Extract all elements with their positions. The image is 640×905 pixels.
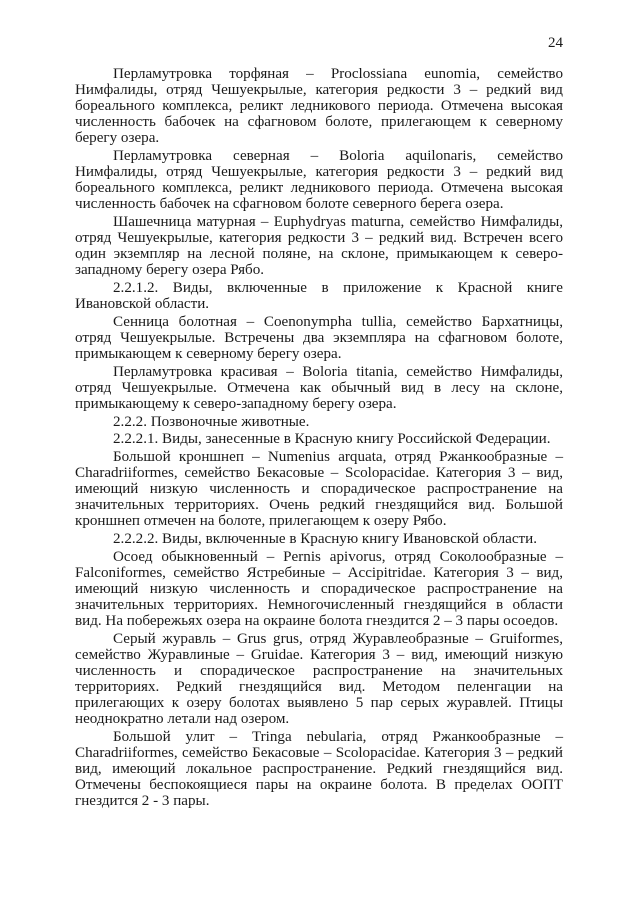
paragraph-numenius-arquata: Большой кроншнеп – Numenius arquata, отряд Ржанкообразные – Charadriiformes, семейство Бекасовые – Scolopacidae. Категория 3 – вид, имеющий низкую численность и спорадическое распространение на значительных территориях. Очень редкий гнездящийся вид. Большой кроншнеп отмечен на болоте, прилегающем к озеру Рябо. xyxy=(75,448,563,530)
page-number: 24 xyxy=(548,35,563,51)
paragraph-tringa-nebularia: Большой улит – Tringa nebularia, отряд Ржанкообразные – Charadriiformes, семейство Бекасовые – Scolopacidae. Категория 3 – редкий вид, имеющий локальное распространение. Редкий гнездящийся вид. Отмечены беспокоящиеся пары на окраине болота. В пределах ООПТ гнездится 2 - 3 пары. xyxy=(75,728,563,810)
paragraph-pernis-apivorus: Осоед обыкновенный – Pernis apivorus, отряд Соколообразные – Falconiformes, семейство Ястребиные – Accipitridae. Категория 3 – вид, имеющий низкую численность и спорадическое распространение на значительных территориях. Немногочисленный гнездящийся в области вид. На побережьях озера на окраине болота гнездится 2 – 3 пары осоедов. xyxy=(75,548,563,630)
paragraph-euphydryas-maturna: Шашечница матурная – Euphydryas maturna, семейство Нимфалиды, отряд Чешуекрылые, категория редкости 3 – редкий вид. Встречен всего один экземпляр на лесной поляне, на склоне, примыкающем к северо-западному берегу озера Рябо. xyxy=(75,214,563,279)
paragraph-boloria-aquilonaris: Перламутровка северная – Boloria aquilonaris, семейство Нимфалиды, отряд Чешуекрылые, категория редкости 3 – редкий вид бореального комплекса, реликт ледникового периода. Отмечена высокая численность бабочек на сфагновом болоте северного берега озера. xyxy=(75,148,563,213)
section-heading-2-2-2-1: 2.2.2.1. Виды, занесенные в Красную книгу Российской Федерации. xyxy=(113,431,551,448)
paragraph-grus-grus: Серый журавль – Grus grus, отряд Журавлеобразные – Gruiformes, семейство Журавлиные – Gruidae. Категория 3 – вид, имеющий низкую численность и спорадическое распространение на значительных территориях. Редкий гнездящийся вид. Методом пеленгации на прилегающих к озеру болотах выявлено 5 пар серых журавлей. Птицы неоднократно летали над озером. xyxy=(75,630,563,728)
paragraph-boloria-titania: Перламутровка красивая – Boloria titania, семейство Нимфалиды, отряд Чешуекрылые. Отмечена как обычный вид в лесу на склоне, примыкающему к северо-западному берегу озера. xyxy=(75,363,563,412)
paragraph-proclossiana-eunomia: Перламутровка торфяная – Proclossiana eunomia, семейство Нимфалиды, отряд Чешуекрылые, категория редкости 3 – редкий вид бореального комплекса, реликт ледникового периода. Отмечена высокая численность бабочек на сфагновом болоте, прилегающем к северному берегу озера. xyxy=(75,66,563,147)
section-heading-2-2-2: 2.2.2. Позвоночные животные. xyxy=(113,413,310,430)
section-heading-2-2-2-2: 2.2.2.2. Виды, включенные в Красную книгу Ивановской области. xyxy=(113,530,537,547)
body-text xyxy=(75,66,563,809)
paragraph-coenonympha-tullia: Сенница болотная – Coenonympha tullia, семейство Бархатницы, отряд Чешуекрылые. Встречены два экземпляра на сфагновом болоте, примыкающем к северному берегу озера. xyxy=(75,313,563,362)
section-heading-2-2-1-2: 2.2.1.2. Виды, включенные в приложение к Красной книге Ивановской области. xyxy=(75,280,563,313)
